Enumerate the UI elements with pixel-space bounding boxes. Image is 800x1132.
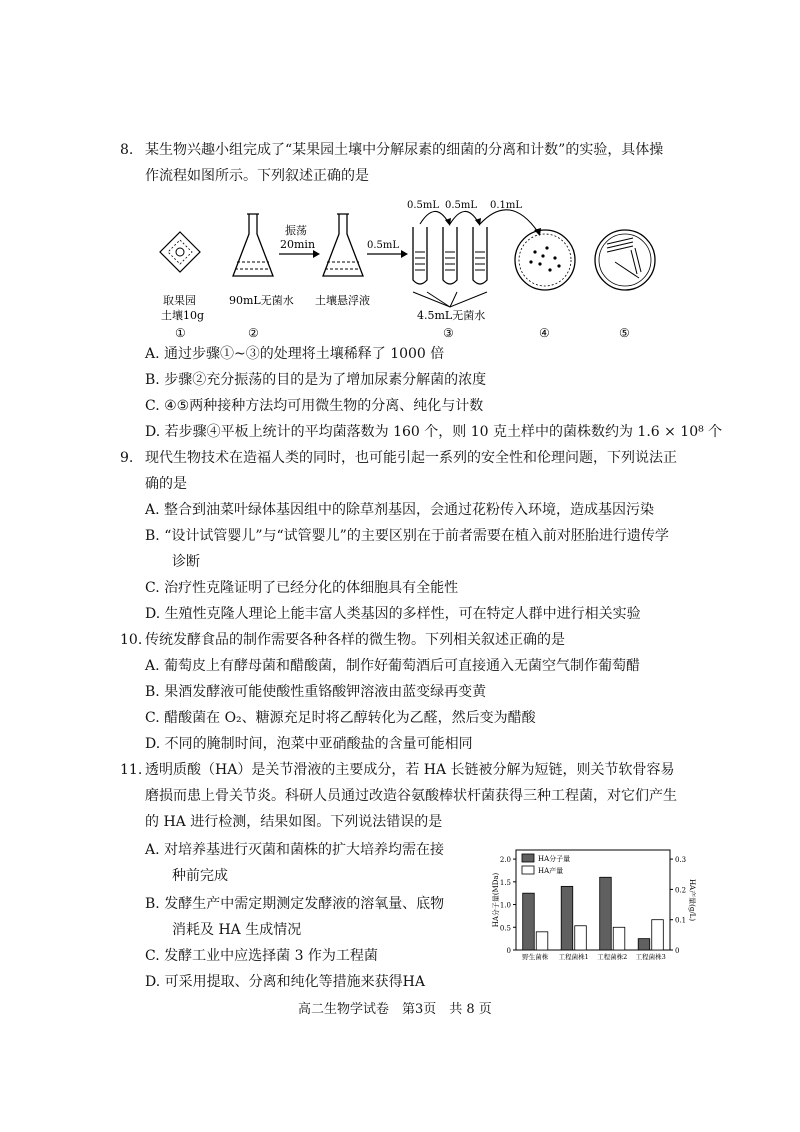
q11-option-b-line2: 消耗及 HA 生成情况 xyxy=(172,922,302,938)
flask-icon xyxy=(233,214,273,276)
soil-label-line1: 取果园 xyxy=(163,294,196,307)
q11-option-b-line1: B. 发酵生产中需定期测定发酵液的溶氧量、底物 xyxy=(145,896,445,912)
q9-stem-line2: 确的是 xyxy=(145,476,187,492)
transfer-label: 0.1mL xyxy=(490,200,523,211)
left-tick-label: 2.0 xyxy=(499,856,511,865)
flask-icon xyxy=(323,214,363,276)
q11-stem-line2: 磨损而患上骨关节炎。科研人员通过改造谷氨酸棒状杆菌获得三种工程菌，对它们产生 xyxy=(145,788,677,804)
test-tube-icon xyxy=(413,227,427,284)
right-tick-label: 0 xyxy=(675,947,680,955)
bar xyxy=(638,939,650,950)
bar xyxy=(613,927,625,950)
left-tick-label: 1.5 xyxy=(499,878,511,887)
bar xyxy=(575,926,587,950)
q8-number: 8. xyxy=(120,142,134,158)
ha-bar-chart xyxy=(478,842,698,962)
step-label: ④ xyxy=(539,326,550,340)
q11-option-a-line2: 种前完成 xyxy=(172,868,228,884)
transfer-label: 0.5mL xyxy=(367,240,400,251)
left-tick-label: 0.5 xyxy=(499,924,511,933)
q8-option-c: C. ④⑤两种接种方法均可用微生物的分离、纯化与计数 xyxy=(145,398,484,414)
q10-option-c: C. 醋酸菌在 O₂、糖源充足时将乙醇转化为乙醛，然后变为醋酸 xyxy=(145,710,536,726)
q11-option-c: C. 发酵工业中应选择菌 3 作为工程菌 xyxy=(145,948,378,964)
legend-swatch xyxy=(522,854,534,862)
right-tick-label: 0.3 xyxy=(675,856,687,865)
bar xyxy=(561,886,573,950)
q11-option-a-line1: A. 对培养基进行灭菌和菌株的扩大培养均需在接 xyxy=(145,842,445,858)
soil-label-line2: 土壤10g xyxy=(161,309,205,322)
spread-plate-icon xyxy=(515,230,575,290)
q8-stem-line2: 作流程如图所示。下列叙述正确的是 xyxy=(145,168,369,184)
q10-option-d: D. 不同的腌制时间，泡菜中亚硝酸盐的含量可能相同 xyxy=(145,736,473,752)
shake-label-line2: 20min xyxy=(280,238,316,251)
streak-plate-icon xyxy=(595,230,655,290)
q10-number: 10. xyxy=(120,632,143,648)
transfer-label: 0.5mL xyxy=(445,200,478,211)
q11-option-d: D. 可采用提取、分离和纯化等措施来获得HA xyxy=(145,974,425,990)
flask2-label: 土壤悬浮液 xyxy=(315,294,370,307)
transfer-label: 0.5mL xyxy=(407,200,440,211)
legend-swatch xyxy=(522,866,534,874)
q9-option-c: C. 治疗性克隆证明了已经分化的体细胞具有全能性 xyxy=(145,580,459,596)
q11-number: 11. xyxy=(120,762,143,778)
legend-label: HA分子量 xyxy=(538,855,571,863)
step-label: ⑤ xyxy=(619,326,630,340)
left-tick-label: 1.0 xyxy=(499,901,511,910)
test-tube-icon xyxy=(443,227,457,284)
flask1-label: 90mL无菌水 xyxy=(229,294,294,307)
step-label: ③ xyxy=(443,326,454,340)
tubes-label: 4.5mL无菌水 xyxy=(417,309,486,322)
q11-stem-line3: 的 HA 进行检测，结果如图。下列说法错误的是 xyxy=(145,814,443,830)
step-label: ② xyxy=(248,326,259,340)
bar xyxy=(600,877,612,950)
q9-number: 9. xyxy=(120,450,134,466)
q8-option-d: D. 若步骤④平板上统计的平均菌落数为 160 个，则 10 克土样中的菌株数约为 1.6 × 10⁸ 个 xyxy=(145,424,723,440)
shake-label-line1: 振荡 xyxy=(285,224,307,237)
right-axis-title: HA产量(g/L) xyxy=(688,878,696,922)
left-tick-label: 0 xyxy=(506,947,511,955)
q9-option-b-line1: B. “设计试管婴儿”与“试管婴儿”的主要区别在于前者需要在植入前对胚胎进行遗传学 xyxy=(145,528,669,544)
q10-option-a: A. 葡萄皮上有酵母菌和醋酸菌，制作好葡萄酒后可直接通入无菌空气制作葡萄醋 xyxy=(145,658,641,674)
q9-option-b-line2: 诊断 xyxy=(172,554,200,570)
q11-stem-line1: 透明质酸（HA）是关节滑液的主要成分，若 HA 长链被分解为短链，则关节软骨容易 xyxy=(145,762,675,778)
bar xyxy=(523,893,535,950)
q8-procedure-diagram xyxy=(155,192,715,342)
step-label: ① xyxy=(175,326,186,340)
right-tick-label: 0.1 xyxy=(675,916,687,925)
q10-option-b: B. 果酒发酵液可能使酸性重铬酸钾溶液由蓝变绿再变黄 xyxy=(145,684,487,700)
right-tick-label: 0.2 xyxy=(675,886,687,895)
bar xyxy=(536,932,548,950)
soil-sample-icon xyxy=(160,232,200,272)
q8-stem-line1: 某生物兴趣小组完成了“某果园土壤中分解尿素的细菌的分离和计数”的实验，具体操 xyxy=(145,142,664,158)
category-label: 工程菌株2 xyxy=(597,953,628,961)
left-axis-title: HA分子量(MDa) xyxy=(492,872,500,928)
category-label: 工程菌株3 xyxy=(635,953,666,961)
bar xyxy=(652,920,664,950)
q9-stem-line1: 现代生物技术在造福人类的同时，也可能引起一系列的安全性和伦理问题，下列说法正 xyxy=(145,450,677,466)
test-tube-icon xyxy=(473,227,487,284)
q8-option-a: A. 通过步骤①~③的处理将土壤稀释了 1000 倍 xyxy=(145,346,445,362)
q10-stem: 传统发酵食品的制作需要各种各样的微生物。下列相关叙述正确的是 xyxy=(145,632,565,648)
category-label: 工程菌株1 xyxy=(558,953,589,961)
q8-option-b: B. 步骤②充分振荡的目的是为了增加尿素分解菌的浓度 xyxy=(145,372,487,388)
q9-option-d: D. 生殖性克隆人理论上能丰富人类基因的多样性，可在特定人群中进行相关实验 xyxy=(145,606,641,622)
legend-label: HA产量 xyxy=(538,867,564,875)
category-label: 野生菌株 xyxy=(522,953,549,961)
page-footer: 高二生物学试卷 第3页 共 8 页 xyxy=(298,1002,492,1017)
q9-option-a: A. 整合到油菜叶绿体基因组中的除草剂基因，会通过花粉传入环境，造成基因污染 xyxy=(145,502,655,518)
